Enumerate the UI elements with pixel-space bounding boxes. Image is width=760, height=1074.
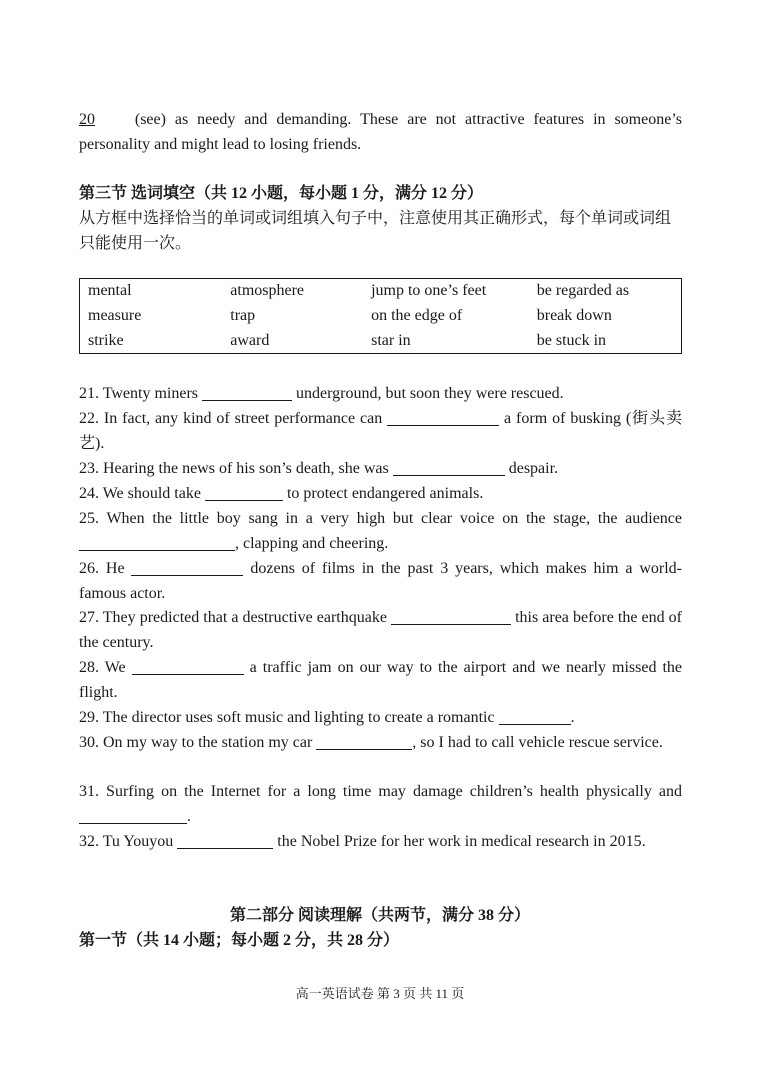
answer-blank-27[interactable] xyxy=(391,608,511,625)
word-option: break down xyxy=(536,306,612,324)
question-32: 32. Tu Youyou the Nobel Prize for her work in medical research in 2015. xyxy=(79,833,646,850)
question-31: 31. Surfing on the Internet for a long time may damage children’s health physically and . xyxy=(79,783,682,825)
answer-blank-28[interactable] xyxy=(132,658,244,675)
question-27: 27. They predicted that a destructive earthquake this area before the end of the century. xyxy=(79,609,682,651)
part-2-section-1-heading: 第一节（共 14 小题；每小题 2 分，共 28 分） xyxy=(79,932,400,949)
page-footer: 高一英语试卷 第 3 页 共 11 页 xyxy=(295,986,465,1001)
question-24: 24. We should take to protect endangered animals. xyxy=(79,485,484,502)
question-25: 25. When the little boy sang in a very high but clear voice on the stage, the audience , clapping and cheering. xyxy=(79,510,682,552)
question-20-number: 20 xyxy=(79,111,95,128)
answer-blank-23[interactable] xyxy=(393,459,505,476)
word-box-row xyxy=(80,328,682,353)
word-box xyxy=(79,278,682,354)
answer-blank-26[interactable] xyxy=(131,559,243,576)
answer-blank-32[interactable] xyxy=(177,832,273,849)
answer-blank-31[interactable] xyxy=(79,807,187,824)
word-option: atmosphere xyxy=(230,282,305,300)
question-29: 29. The director uses soft music and lighting to create a romantic . xyxy=(79,709,575,726)
section-3-heading: 第三节 选词填空（共 12 小题，每小题 1 分，满分 12 分） xyxy=(79,185,484,202)
answer-blank-25[interactable] xyxy=(79,534,235,551)
question-30: 30. On my way to the station my car , so I had to call vehicle rescue service. xyxy=(79,734,663,751)
word-option: be regarded as xyxy=(536,282,630,300)
answer-blank-21[interactable] xyxy=(202,384,292,401)
section-3-instruction: 从方框中选择恰当的单词或词组填入句子中，注意使用其正确形式，每个单词或词组只能使用一次。 xyxy=(79,210,672,252)
word-option: mental xyxy=(88,282,132,300)
answer-blank-29[interactable] xyxy=(499,708,571,725)
question-20-text: (see) as needy and demanding. These are not attractive features in someone’s personality and might lead to losing friends. xyxy=(79,111,683,153)
word-option: strike xyxy=(88,331,124,349)
answer-blank-24[interactable] xyxy=(205,484,283,501)
question-22: 22. In fact, any kind of street performance can a form of busking (街头卖艺). xyxy=(79,410,682,452)
answer-blank-30[interactable] xyxy=(316,733,412,750)
answer-blank-22[interactable] xyxy=(387,409,499,426)
word-box-row xyxy=(80,279,682,304)
part-2-heading: 第二部分 阅读理解（共两节，满分 38 分） xyxy=(229,907,530,924)
word-option: jump to one’s feet xyxy=(371,282,487,300)
question-26: 26. He dozens of films in the past 3 years, which makes him a world-famous actor. xyxy=(79,560,683,602)
question-28: 28. We a traffic jam on our way to the airport and we nearly missed the flight. xyxy=(79,659,682,701)
question-23: 23. Hearing the news of his son’s death, she was despair. xyxy=(79,460,559,477)
word-option: trap xyxy=(230,306,256,324)
word-option: award xyxy=(230,331,270,349)
question-20-continuation xyxy=(79,107,682,157)
word-box-row xyxy=(80,304,682,329)
question-21: 21. Twenty miners underground, but soon they were rescued. xyxy=(79,385,564,402)
word-option: on the edge of xyxy=(371,306,463,324)
word-option: star in xyxy=(371,331,411,349)
word-option: measure xyxy=(88,306,142,324)
word-option: be stuck in xyxy=(536,331,607,349)
